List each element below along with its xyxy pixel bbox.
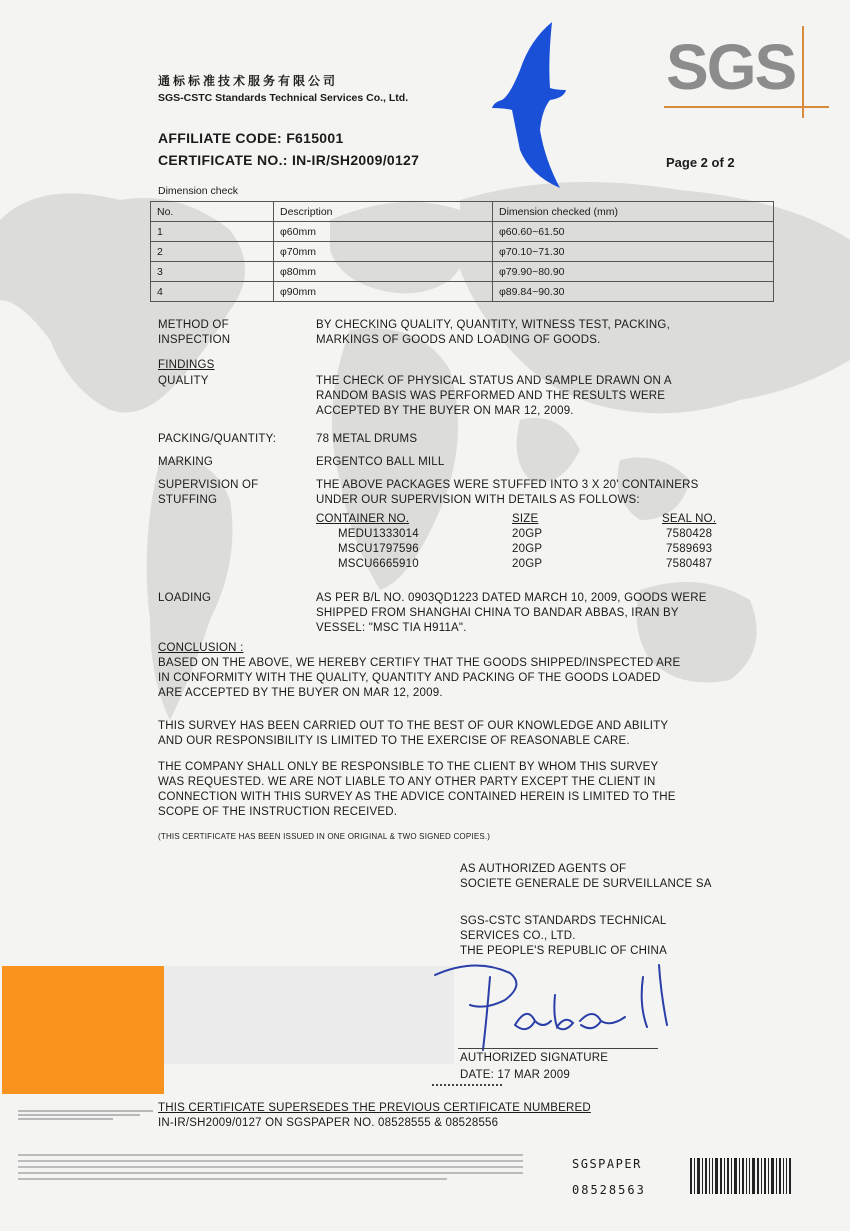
container-no: MEDU1333014: [338, 528, 419, 540]
loading-label: LOADING: [158, 592, 212, 604]
table-cell: φ70.10~71.30: [493, 242, 774, 262]
dotted-separator: [432, 1084, 502, 1086]
signature-label: AUTHORIZED SIGNATURE: [460, 1052, 609, 1064]
issuing-company: SGS-CSTC STANDARDS TECHNICAL SERVICES CO., LTD. THE PEOPLE'S REPUBLIC OF CHINA: [460, 915, 667, 957]
table-row: [151, 242, 774, 262]
column-header: No.: [151, 202, 274, 222]
table-cell: φ90mm: [274, 282, 493, 302]
seal-no-header: SEAL NO.: [662, 513, 717, 525]
company-name-chinese: 通标标准技术服务有限公司: [158, 74, 339, 88]
quality-text: THE CHECK OF PHYSICAL STATUS AND SAMPLE DRAWN ON A RANDOM BASIS WAS PERFORMED AND THE RESULTS WERE ACCEPTED BY THE BUYER ON MAR 12, 2009.: [316, 375, 672, 417]
packing-label: PACKING/QUANTITY:: [158, 433, 277, 445]
certificate-number: CERTIFICATE NO.: IN-IR/SH2009/0127: [158, 152, 420, 168]
conclusion-paragraph-2: THIS SURVEY HAS BEEN CARRIED OUT TO THE BEST OF OUR KNOWLEDGE AND ABILITY AND OUR RESPONSIBILITY IS LIMITED TO THE EXERCISE OF REASONABLE CARE.: [158, 720, 669, 747]
supervision-text: THE ABOVE PACKAGES WERE STUFFED INTO 3 X 20' CONTAINERS UNDER OUR SUPERVISION WITH DETAILS AS FOLLOWS:: [316, 479, 699, 506]
table-row: [151, 262, 774, 282]
findings-heading: FINDINGS: [158, 359, 215, 371]
conclusion-paragraph-3: THE COMPANY SHALL ONLY BE RESPONSIBLE TO THE CLIENT BY WHOM THIS SURVEY WAS REQUESTED. WE ARE NOT LIABLE TO ANY OTHER PARTY EXCEPT THE CLIENT IN CONNECTION WITH THIS SURVEY AS THE ADVICE CONTAINED HEREIN IS LIMITED TO THE SCOPE OF THE INSTRUCTION RECEIVED.: [158, 761, 676, 818]
company-name-english: SGS-CSTC Standards Technical Services Co., Ltd.: [158, 92, 409, 104]
signature-line: [458, 1048, 658, 1049]
supervision-label: SUPERVISION OF STUFFING: [158, 479, 259, 506]
container-seal: 7580487: [666, 558, 713, 570]
column-header: Description: [274, 202, 493, 222]
table-cell: 1: [151, 222, 274, 242]
table-cell: 4: [151, 282, 274, 302]
container-no-header: CONTAINER NO.: [316, 513, 410, 525]
page-number: Page 2 of 2: [666, 155, 735, 170]
conclusion-paragraph-1: BASED ON THE ABOVE, WE HEREBY CERTIFY THAT THE GOODS SHIPPED/INSPECTED ARE IN CONFORMITY WITH THE QUALITY, QUANTITY AND PACKING OF THE GOODS LOADED ARE ACCEPTED BY THE BUYER ON MAR 12, 2009.: [158, 657, 681, 699]
table-cell: φ60.60~61.50: [493, 222, 774, 242]
fine-print-disclaimer: [18, 1150, 523, 1200]
dimension-table: [150, 201, 774, 302]
method-label: METHOD OF INSPECTION: [158, 319, 231, 346]
marking-value: ERGENTCO BALL MILL: [316, 456, 445, 468]
dimension-check-caption: Dimension check: [158, 185, 238, 197]
barcode: [690, 1158, 820, 1194]
marking-label: MARKING: [158, 456, 214, 468]
sgspaper-label: SGSPAPER: [572, 1157, 642, 1171]
quality-label: QUALITY: [158, 375, 209, 387]
container-size: 20GP: [512, 543, 543, 555]
handwritten-signature: [415, 955, 685, 1055]
supersede-notice: THIS CERTIFICATE SUPERSEDES THE PREVIOUS CERTIFICATE NUMBERED IN-IR/SH2009/0127 ON SGSPAPER NO. 08528555 & 08528556: [158, 1102, 591, 1129]
packing-value: 78 METAL DRUMS: [316, 433, 418, 445]
container-no: MSCU1797596: [338, 543, 419, 555]
signature-date: DATE: 17 MAR 2009: [460, 1069, 570, 1081]
authorized-agents: AS AUTHORIZED AGENTS OF SOCIETE GENERALE DE SURVEILLANCE SA: [460, 863, 712, 890]
container-size: 20GP: [512, 528, 543, 540]
table-cell: φ70mm: [274, 242, 493, 262]
bird-logo-icon: [490, 20, 570, 190]
container-list: [316, 512, 726, 576]
affiliate-code: AFFILIATE CODE: F615001: [158, 130, 344, 146]
table-cell: φ79.90~80.90: [493, 262, 774, 282]
sgs-logo: SGS: [664, 26, 824, 116]
container-seal: 7580428: [666, 528, 713, 540]
redacted-area-orange: [2, 966, 164, 1094]
size-header: SIZE: [512, 513, 539, 525]
method-text: BY CHECKING QUALITY, QUANTITY, WITNESS TEST, PACKING, MARKINGS OF GOODS AND LOADING OF GOODS.: [316, 319, 670, 346]
table-cell: 3: [151, 262, 274, 282]
table-row: [151, 222, 774, 242]
table-cell: 2: [151, 242, 274, 262]
redacted-area-white: [164, 966, 454, 1064]
container-size: 20GP: [512, 558, 543, 570]
table-row: [151, 282, 774, 302]
table-cell: φ60mm: [274, 222, 493, 242]
table-header-row: [151, 202, 774, 222]
table-cell: φ80mm: [274, 262, 493, 282]
table-cell: φ89.84~90.30: [493, 282, 774, 302]
conclusion-heading: CONCLUSION :: [158, 642, 244, 654]
issued-note: (THIS CERTIFICATE HAS BEEN ISSUED IN ONE ORIGINAL & TWO SIGNED COPIES.): [158, 832, 491, 841]
sgspaper-number: 08528563: [572, 1183, 646, 1197]
fine-print-left: [18, 1108, 153, 1124]
loading-text: AS PER B/L NO. 0903QD1223 DATED MARCH 10, 2009, GOODS WERE SHIPPED FROM SHANGHAI CHINA TO BANDAR ABBAS, IRAN BY VESSEL: "MSC TIA H911A".: [316, 592, 707, 634]
column-header: Dimension checked (mm): [493, 202, 774, 222]
container-seal: 7589693: [666, 543, 713, 555]
container-no: MSCU6665910: [338, 558, 419, 570]
